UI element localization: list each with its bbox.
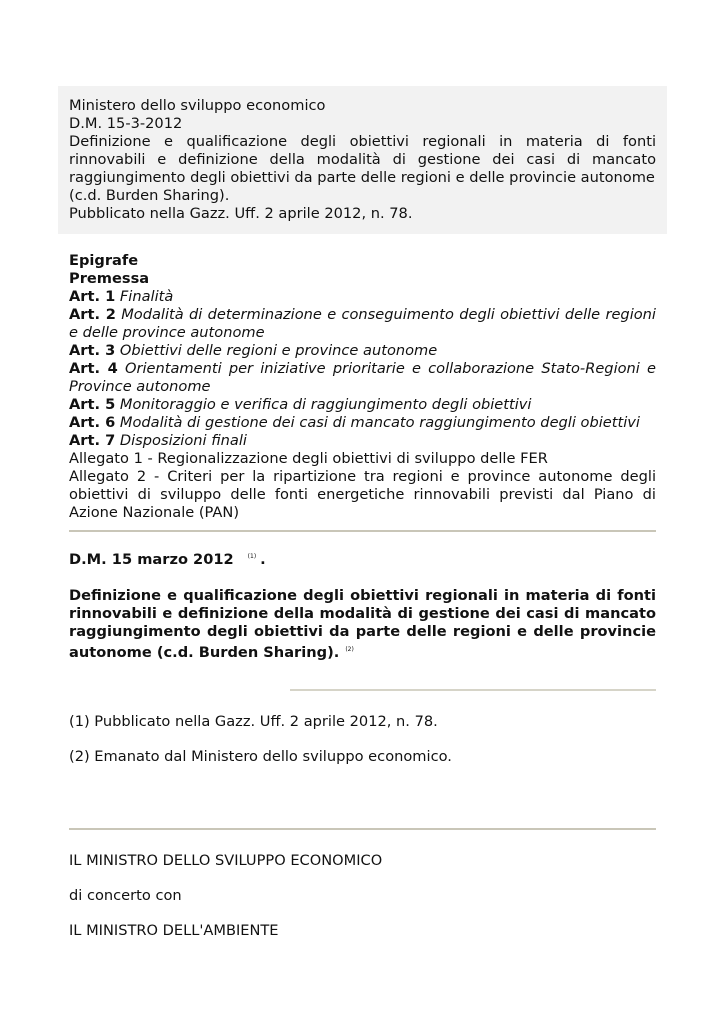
allegato2-line-2: obiettivi di sviluppo delle fonti energetiche rinnovabili previsti dal Piano di: [69, 486, 656, 503]
art1-number: Art. 1: [69, 288, 116, 305]
art2-title-line-1: Modalità di determinazione e conseguimento degli obiettivi delle regioni: [121, 306, 656, 323]
toc-link-epigrafe[interactable]: Epigrafe: [69, 252, 139, 269]
body-paragraph-3: IL MINISTRO DELL'AMBIENTE: [69, 922, 279, 939]
art4-number: Art. 4: [69, 360, 118, 377]
footnote-1: (1) Pubblicato nella Gazz. Uff. 2 aprile 2012, n. 78.: [69, 713, 438, 730]
toc-link-allegato1[interactable]: Allegato 1 - Regionalizzazione degli obiettivi di sviluppo delle FER: [69, 450, 548, 467]
decree-heading-line-3: raggiungimento degli obiettivi da parte delle regioni e delle provincie: [69, 623, 656, 640]
toc-link-premessa[interactable]: Premessa: [69, 270, 150, 287]
summary-line-3: raggiungimento degli obiettivi da parte delle regioni e delle provincie autonome: [69, 169, 655, 186]
decree-heading-line-2: rinnovabili e definizione della modalità di gestione dei casi di mancato: [69, 605, 656, 622]
art3-number: Art. 3: [69, 342, 116, 359]
toc-link-allegato2[interactable]: [69, 468, 656, 522]
decree-code: D.M. 15-3-2012: [69, 115, 183, 132]
art1-title: Finalità: [119, 288, 174, 305]
footnote-ref-1[interactable]: (1): [247, 553, 257, 560]
decree-title-text: D.M. 15 marzo 2012: [69, 551, 234, 568]
decree-heading-line-1: Definizione e qualificazione degli obiettivi regionali in materia di fonti: [69, 587, 656, 604]
footnotes-divider: [290, 689, 656, 691]
decree-heading: [69, 587, 656, 662]
body-paragraph-1: IL MINISTRO DELLO SVILUPPO ECONOMICO: [69, 852, 383, 869]
art5-title: Monitoraggio e verifica di raggiungimento degli obiettivi: [119, 396, 532, 413]
toc-link-art2[interactable]: [69, 306, 656, 342]
summary-line-2: rinnovabili e definizione della modalità di gestione dei casi di mancato: [69, 151, 656, 168]
table-of-contents: [69, 252, 656, 522]
art7-number: Art. 7: [69, 432, 116, 449]
summary-line-1: Definizione e qualificazione degli obiettivi regionali in materia di fonti: [69, 133, 656, 150]
decree-title: [69, 551, 266, 568]
allegato2-line-1: Allegato 2 - Criteri per la ripartizione tra regioni e province autonome degli: [69, 468, 656, 485]
footnote-2: (2) Emanato dal Ministero dello sviluppo economico.: [69, 748, 452, 765]
toc-link-art4[interactable]: [69, 360, 656, 396]
body-paragraph-2: di concerto con: [69, 887, 182, 904]
toc-link-art6[interactable]: [69, 414, 656, 432]
art6-number: Art. 6: [69, 414, 116, 431]
art5-number: Art. 5: [69, 396, 116, 413]
art7-title: Disposizioni finali: [119, 432, 247, 449]
decree-heading-line-4: autonome (c.d. Burden Sharing).: [69, 644, 340, 661]
summary-line-4: (c.d. Burden Sharing).: [69, 187, 230, 204]
toc-link-art7[interactable]: [69, 432, 656, 450]
toc-link-art1[interactable]: [69, 288, 656, 306]
body-divider: [69, 828, 656, 830]
art3-title: Obiettivi delle regioni e province autonome: [119, 342, 438, 359]
document-header-box: [58, 86, 667, 234]
section-divider: [69, 530, 656, 532]
footnote-ref-2[interactable]: (2): [345, 646, 354, 653]
art2-number: Art. 2: [69, 306, 116, 323]
allegato2-line-3: Azione Nazionale (PAN): [69, 504, 240, 521]
publication-info: Pubblicato nella Gazz. Uff. 2 aprile 2012, n. 78.: [69, 205, 413, 222]
art2-title-line-2: e delle province autonome: [69, 324, 265, 341]
art6-title: Modalità di gestione dei casi di mancato raggiungimento degli obiettivi: [119, 414, 640, 431]
art4-title-line-2: Province autonome: [69, 378, 211, 395]
toc-link-art3[interactable]: [69, 342, 656, 360]
toc-link-art5[interactable]: [69, 396, 656, 414]
ministry-name: Ministero dello sviluppo economico: [69, 97, 326, 114]
decree-title-end: .: [260, 551, 266, 568]
art4-title-line-1: Orientamenti per iniziative prioritarie e collaborazione Stato-Regioni e: [124, 360, 657, 377]
